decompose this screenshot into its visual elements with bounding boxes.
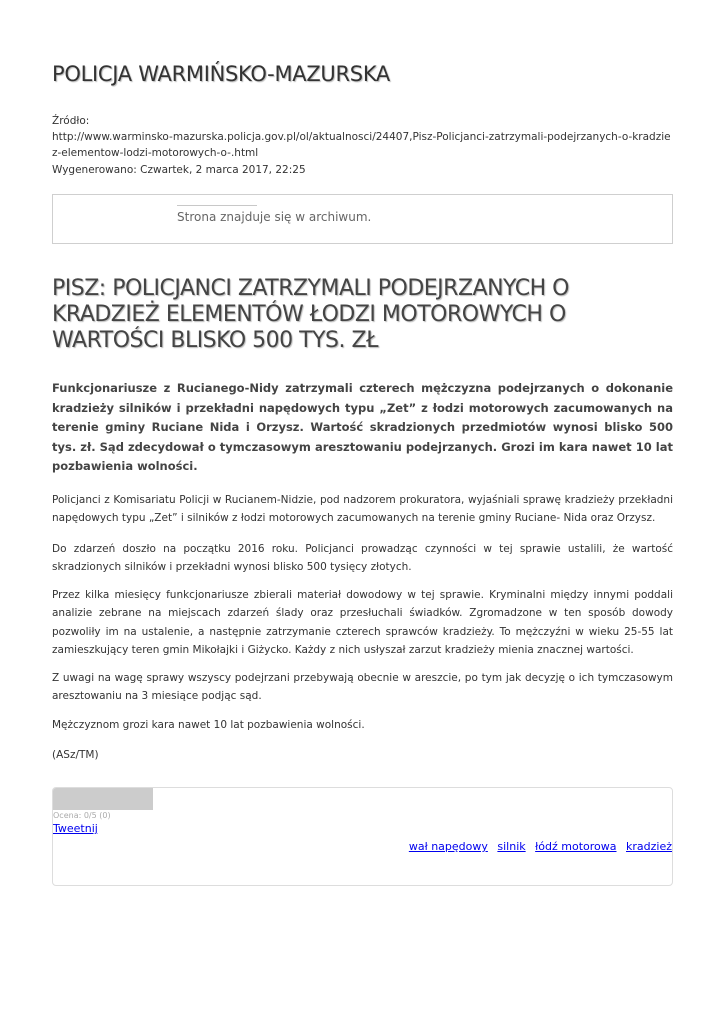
article-paragraph: Z uwagi na wagę sprawy wszyscy podejrzani przebywają obecnie w areszcie, po tym jak decyzję o ich tymczasowym aresztowaniu na 3 miesiące podjąc sąd.	[52, 672, 673, 703]
source-label: Źródło:	[52, 115, 90, 127]
tag-link-silnik[interactable]: silnik	[497, 840, 526, 853]
site-title: POLICJA WARMIŃSKO-MAZURSKA	[52, 62, 390, 86]
article-footer-box	[52, 787, 673, 886]
article-paragraph: Mężczyznom grozi kara nawet 10 lat pozbawienia wolności.	[52, 719, 365, 731]
tag-link-lodz-motorowa[interactable]: łódź motorowa	[535, 840, 617, 853]
generated-date: Wygenerowano: Czwartek, 2 marca 2017, 22:25	[52, 163, 306, 176]
tweet-link[interactable]: Tweetnij	[53, 822, 98, 835]
archive-notice-box	[52, 194, 673, 244]
rating-text: Ocena: 0/5 (0)	[53, 811, 111, 820]
source-url: http://www.warminsko-mazurska.policja.gov.pl/ol/aktualnosci/24407,Pisz-Policjanci-zatrzymali-podejrzanych-o-kradziez-elementow-lodzi-motorowych-o-.html	[52, 131, 671, 160]
archive-notice: Strona znajduje się w archiwum.	[177, 210, 372, 224]
article-paragraph: Do zdarzeń doszło na początku 2016 roku. Policjanci prowadząc czynności w tej sprawie ustalili, że wartość skradzionych silników i przekładni wynosi blisko 500 tysięcy złotych.	[52, 543, 673, 574]
rating-stars-widget[interactable]	[53, 788, 153, 810]
tag-list	[403, 840, 672, 853]
archive-divider	[177, 205, 257, 206]
article-paragraph: Policjanci z Komisariatu Policji w Rucianem-Nidzie, pod nadzorem prokuratora, wyjaśniali sprawę kradzieży przekładni napędowych typu „Zet” i silników z łodzi motorowych zacumowanych na terenie gminy Ruciane- Nida oraz Orzysz.	[52, 494, 673, 525]
tag-link-kradziez[interactable]: kradzież	[626, 840, 672, 853]
source-meta	[52, 113, 674, 178]
article-signature: (ASz/TM)	[52, 749, 99, 761]
tag-link-wal-napedowy[interactable]: wał napędowy	[408, 840, 488, 853]
article-paragraph: Przez kilka miesięcy funkcjonariusze zbierali materiał dowodowy w tej sprawie. Kryminalni między innymi poddali analizie zebrane na miejscach zdarzeń ślady oraz przesłuchali świadków. Zgromadzone w ten sposób dowody pozwoliły im na ustalenie, a następnie zatrzymanie czterech sprawców kradzieży. To mężczyźni w wieku 25-55 lat zamieszkujący teren gmin Mikołajki i Giżycko. Każdy z nich usłyszał zarzut kradzieży mienia znacznej wartości.	[52, 589, 673, 657]
article-title: PISZ: POLICJANCI ZATRZYMALI PODEJRZANYCH O KRADZIEŻ ELEMENTÓW ŁODZI MOTOROWYCH O WARTOŚCI BLISKO 500 TYS. ZŁ	[52, 276, 569, 353]
article-lead: Funkcjonariusze z Rucianego-Nidy zatrzymali czterech mężczyzna podejrzanych o dokonanie kradzieży silników i przekładni napędowych typu „Zet” z łodzi motorowych zacumowanych na terenie gminy Ruciane Nida i Orzysz. Wartość skradzionych przedmiotów wynosi blisko 500 tys. zł. Sąd zdecydował o tymczasowym aresztowaniu podejrzanych. Grozi im kara nawet 10 lat pozbawienia wolności.	[52, 381, 673, 474]
